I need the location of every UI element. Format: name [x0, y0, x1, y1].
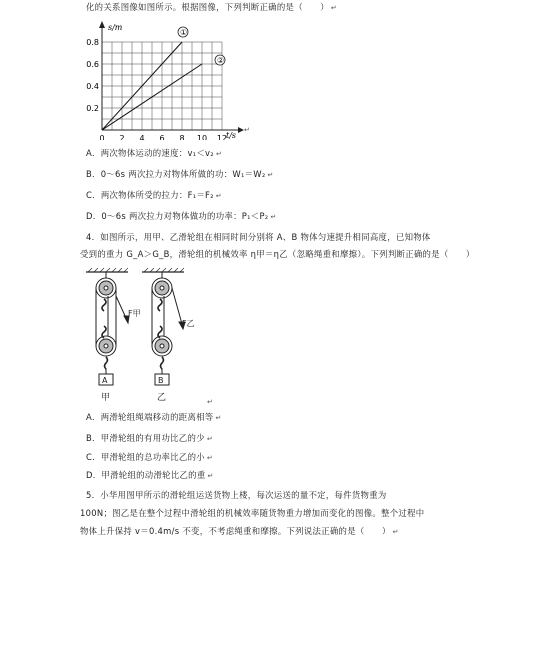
paragraph-mark-icon: ↵	[244, 126, 250, 134]
x-tick-label: 4	[139, 134, 145, 140]
x-axis-label: t/s	[226, 131, 237, 140]
paragraph-mark-icon: ↵	[206, 435, 213, 443]
block-a: A	[102, 376, 108, 385]
paragraph-mark-icon: ↵	[215, 150, 223, 158]
ceiling-right	[142, 268, 184, 272]
q5-line-2	[80, 507, 424, 519]
q4-option-d	[86, 469, 214, 482]
x-tick-label: 0	[99, 134, 105, 140]
y-tick-label: 0.8	[86, 38, 99, 47]
x-tick-labels	[99, 134, 227, 140]
paragraph-mark-icon: ↵	[215, 192, 222, 200]
q3-option-a	[86, 147, 222, 160]
pulley-system-yi	[152, 272, 185, 385]
q4-option-d-text: D．甲滑轮组的动滑轮比乙的重	[86, 470, 206, 480]
x-tick-label: 10	[196, 134, 208, 140]
distance-time-graph	[80, 20, 250, 140]
q4-option-a	[86, 411, 222, 424]
y-axis-label: s/m	[108, 23, 123, 32]
q4-option-c-text: C．甲滑轮组的总功率比乙的小	[86, 452, 205, 462]
y-tick-label: 0.2	[86, 104, 99, 113]
paragraph-mark-icon: ↵	[215, 414, 222, 422]
q4-stem-text-2: 受到的重力 G_A＞G_B，滑轮组的机械效率 η甲＝η乙（忽略绳重和摩擦）。下列判断正确的是（ ）	[80, 249, 475, 259]
q3-option-c	[86, 189, 222, 202]
q5-line-1	[86, 489, 387, 501]
caption-yi: 乙	[157, 393, 167, 403]
y-tick-label: 0.4	[86, 82, 99, 91]
q4-option-b	[86, 432, 213, 445]
paragraph-mark-icon: ↵	[267, 171, 274, 179]
pulley-diagram	[84, 266, 204, 406]
graph-grid	[102, 42, 225, 130]
q5-text-2: 100N；图乙是在整个过程中滑轮组的机械效率随货物重力增加而变化的图像。整个过程中	[80, 508, 425, 518]
x-tick-label: 12	[216, 134, 228, 140]
q3-option-a-text: A．两次物体运动的速度：v₁＜v₂	[86, 148, 214, 158]
paragraph-mark-icon: ↵	[392, 528, 399, 536]
ceiling-left	[86, 268, 128, 272]
q4-stem-text-1: 4．如图所示，用甲、乙滑轮组在相同时间分别将 A、B 物体匀速提升相同高度，已知物体	[86, 232, 431, 242]
force-yi-label: F乙	[182, 319, 195, 328]
q4-option-b-text: B．甲滑轮组的有用功比乙的少	[86, 433, 205, 443]
line2-label: ②	[217, 56, 225, 65]
y-tick-label: 0.6	[86, 60, 99, 69]
q4-stem-line-2	[80, 248, 475, 260]
q3-option-d	[86, 210, 277, 223]
x-tick-label: 6	[159, 134, 165, 140]
line1-label: ①	[180, 28, 188, 37]
x-tick-label: 8	[179, 134, 185, 140]
y-tick-labels	[86, 38, 99, 113]
block-b: B	[158, 376, 164, 385]
paragraph-mark-icon: ↵	[270, 213, 277, 221]
caption-jia: 甲	[101, 393, 111, 403]
paragraph-mark-icon: ↵	[206, 454, 214, 462]
question-intro-line	[86, 1, 337, 14]
q3-option-b	[86, 168, 274, 181]
force-jia-label: F甲	[128, 309, 141, 318]
paragraph-mark-icon: ↵	[207, 398, 213, 406]
paragraph-mark-icon: ↵	[330, 4, 338, 12]
q5-text-3: 物体上升保持 v＝0.4m/s 不变，不考虑绳重和摩擦。下列说法正确的是（ ）	[80, 526, 391, 536]
q3-option-b-text: B．0～6s 两次拉力对物体所做的功：W₁＝W₂	[86, 169, 266, 179]
q5-text-1: 5．小华用图甲所示的滑轮组运送货物上楼，每次运送的量不定，每件货物重为	[86, 490, 387, 500]
q5-line-3	[80, 525, 399, 538]
q4-option-a-text: A．两滑轮组绳端移动的距离相等	[86, 412, 214, 422]
q4-option-c	[86, 451, 213, 464]
q3-option-d-text: D．0～6s 两次拉力对物体做功的功率：P₁＜P₂	[86, 211, 269, 221]
x-tick-label: 2	[119, 134, 125, 140]
paragraph-mark-icon: ↵	[207, 472, 214, 480]
pulley-system-jia	[96, 272, 129, 385]
q3-option-c-text: C．两次物体所受的拉力：F₁＝F₂	[86, 190, 214, 200]
q4-stem-line-1	[86, 231, 431, 243]
intro-text: 化的关系图像如图所示。根据图像，下列判断正确的是（ ）	[86, 2, 329, 12]
